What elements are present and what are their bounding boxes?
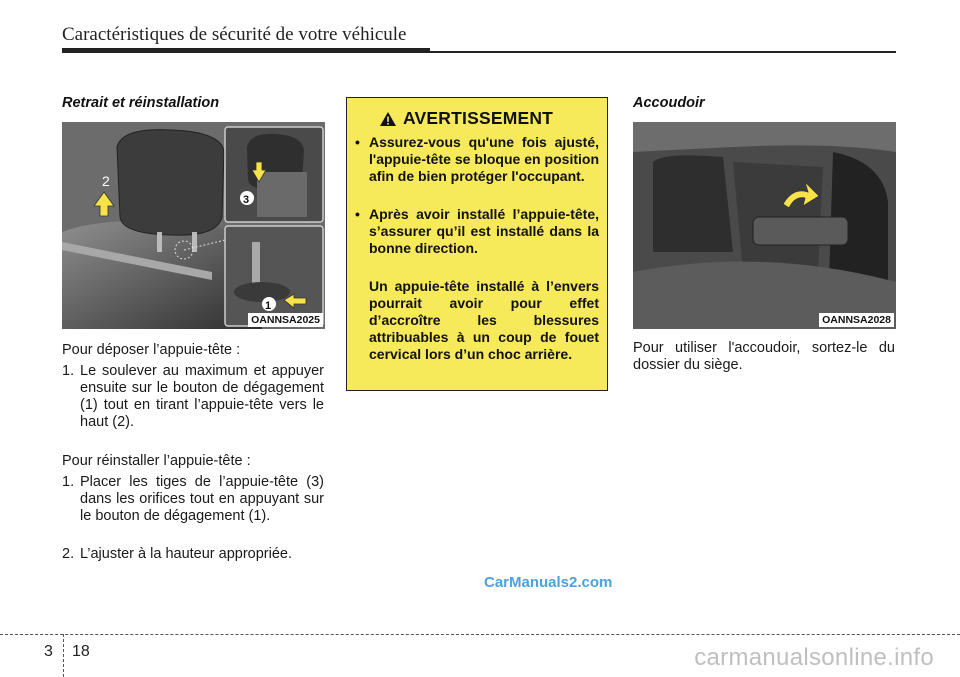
image-code-armrest: OANNSA2028 [819, 313, 894, 327]
armrest-body: Pour utiliser l'accoudoir, sortez-le du dossier du siège. [633, 340, 895, 373]
armrest-illustration [633, 122, 896, 329]
carmanuals-watermark: CarManuals2.com [484, 574, 613, 591]
step-text: Placer les tiges de l’appuie-tête (3) dans les orifices tout en appuyant sur le bouton de dégagement (1). [80, 474, 324, 524]
page-number: 18 [72, 643, 90, 660]
headrest-photo [62, 122, 325, 329]
remove-step-1 [62, 363, 324, 431]
step-number: 1. [62, 474, 75, 490]
install-step-2 [62, 546, 324, 566]
intro-install: Pour réinstaller l’appuie-tête : [62, 453, 251, 469]
footer-dashed-rule [0, 634, 960, 635]
warning-item-1 [355, 134, 599, 204]
page-header-title: Caractéristiques de sécurité de votre véhicule [62, 24, 407, 45]
header-bar [62, 48, 430, 53]
bullet: • [355, 206, 360, 222]
step-text: L’ajuster à la hauteur appropriée. [80, 546, 293, 562]
callout-2: 2 [102, 173, 110, 189]
warning-item-text: Après avoir installé l’appuie-tête, s’assurer qu’il est installé dans la bonne direction. [369, 206, 599, 256]
install-step-1 [62, 474, 324, 542]
header-rule [430, 51, 896, 53]
step-text: Le soulever au maximum et appuyer ensuite sur le bouton de dégagement (1) tout en tirant l’appuie-tête vers le haut (2). [80, 363, 324, 430]
image-code-headrest: OANNSA2025 [248, 313, 323, 327]
chapter-number: 3 [44, 643, 53, 660]
site-watermark: carmanualsonline.info [694, 644, 934, 671]
armrest-photo [633, 122, 896, 329]
headrest-illustration [62, 122, 325, 329]
warning-extra-paragraph [355, 278, 599, 382]
intro-remove: Pour déposer l’appuie-tête : [62, 342, 241, 358]
step-number: 2. [62, 546, 75, 562]
section-heading-removal: Retrait et réinstallation [62, 95, 220, 111]
callout-1: 1 [265, 300, 272, 312]
footer-dashed-divider [63, 634, 64, 677]
warning-box [346, 97, 608, 391]
warning-item-text: Assurez-vous qu'une fois ajusté, l'appuie-tête se bloque en position afin de bien protéger l'occupant. [369, 134, 599, 184]
section-heading-armrest: Accoudoir [633, 95, 705, 111]
warning-item-2 [355, 206, 599, 276]
warning-triangle-icon [379, 111, 397, 127]
warning-title: AVERTISSEMENT [403, 108, 554, 128]
bullet: • [355, 134, 360, 150]
warning-header [379, 108, 553, 129]
callout-3: 3 [243, 194, 250, 206]
warning-extra-text: Un appuie-tête installé à l’envers pourrait avoir pour effet d’accroître les blessures attribuables à un coup de fouet cervical lors d’un choc arrière. [369, 278, 599, 362]
step-number: 1. [62, 363, 75, 379]
